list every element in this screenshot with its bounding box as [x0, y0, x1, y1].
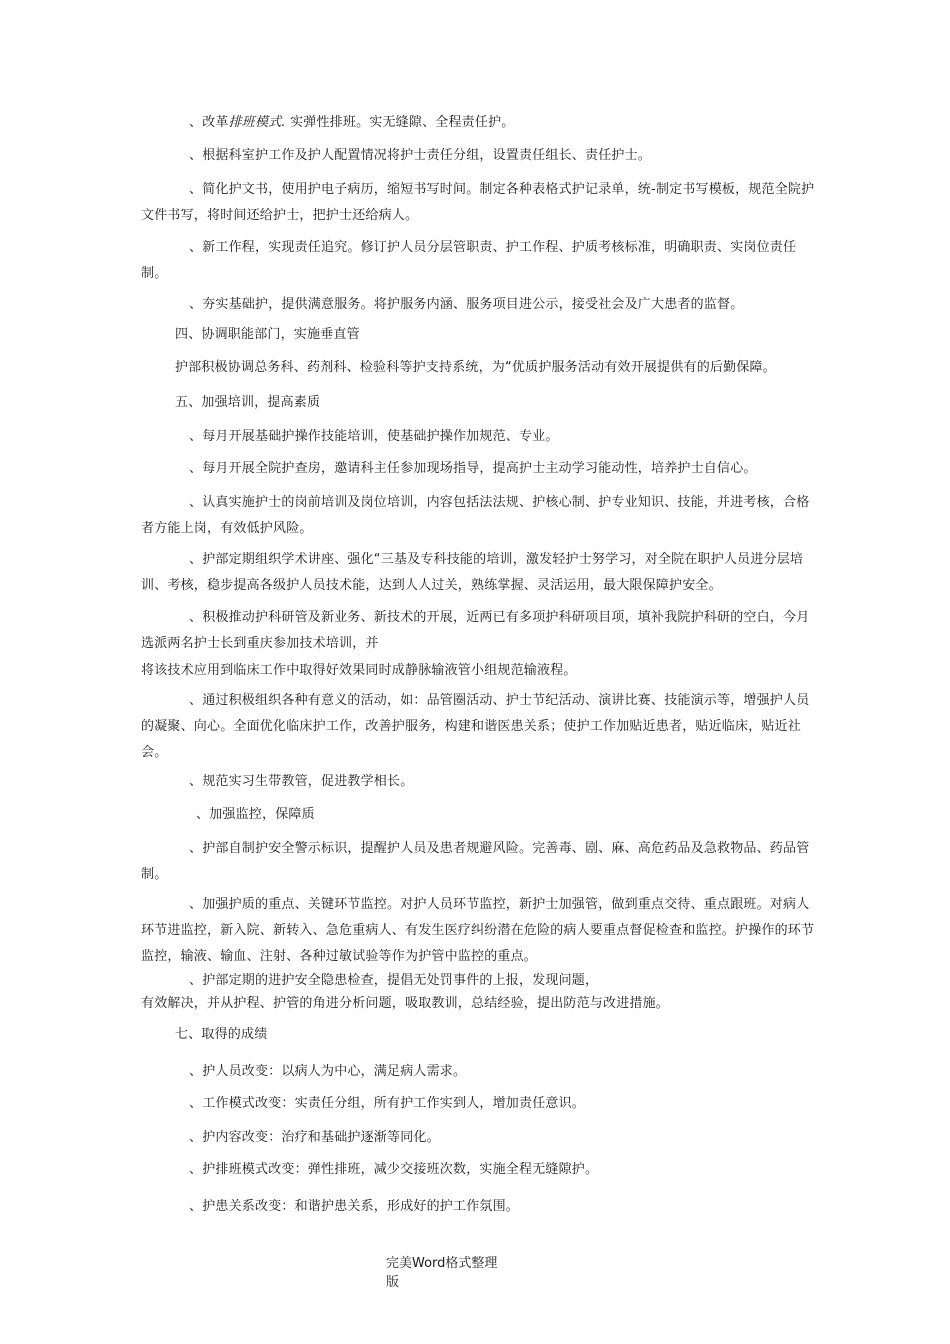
paragraph-5: 、夯实基础护，提供满意服务。将护服务内涵、服务项目进公示，接受社会及广大患者的监督。: [189, 297, 744, 312]
paragraph-1-prefix: 、改革: [189, 115, 229, 130]
paragraph-11: 、积极推动护科研管及新业务、新技术的开展，近两已有多项护科研项目项，填补我院护科研的空白，今月选派两名护士长到重庆参加技术培训，并: [141, 610, 810, 651]
paragraph-13: 、规范实习生带教管，促进教学相长。: [189, 774, 414, 789]
paragraph-11-continued: 将该技术应用到临床工作中取得好效果同时成静脉输液管小组规范输液程。: [141, 663, 577, 678]
paragraph-10: 、护部定期组织学术讲座、强化“三基及专科技能的培训，激发轻护士努学习，对全院在职护人员进分层培训、考核，稳步提高各级护人员技术能，达到人人过关，熟练掌握、灵活运用，最大限保障护安全。: [141, 552, 804, 593]
paragraph-6: 护部积极协调总务科、药剂科、检验科等护支持系统，为“优质护服务活动有效开展提供有的后勤保障。: [175, 360, 776, 375]
paragraph-2: 、根据科室护工作及护人配置情况将护士责任分组，设置责任组长、责任护士。: [189, 148, 652, 163]
footer-line-1: 完美Word格式整理: [386, 1256, 498, 1271]
paragraph-18: 、工作模式改变：实责任分组，所有护工作实到人，增加责任意识。: [189, 1096, 586, 1111]
paragraph-7: 、每月开展基础护操作技能培训，使基础护操作加规范、专业。: [189, 429, 559, 444]
paragraph-1: [141, 110, 821, 136]
paragraph-14: 、护部自制护安全警示标识，提醒护人员及患者规避风险。完善毒、剧、麻、高危药品及急救物品、药品管制。: [141, 841, 810, 882]
section-heading-4: 四、协调职能部门，实施垂直管: [175, 327, 360, 342]
paragraph-21: 、护患关系改变：和谐护患关系，形成好的护工作氛围。: [189, 1199, 520, 1214]
paragraph-8: 、每月开展全院护查房，邀请科主任参加现场指导，提高护士主动学习能动性，培养护士自信心。: [189, 461, 757, 476]
paragraph-20: 、护排班模式改变：弹性排班，减少交接班次数，实施全程无缝隙护。: [189, 1162, 599, 1177]
section-heading-6: 、加强监控，保障质: [196, 807, 315, 822]
paragraph-12: 、通过积极组织各种有意义的活动，如：品管圈活动、护士节纪活动、演讲比赛、技能演示等，增强护人员的凝聚、向心。全面优化临床护工作，改善护服务，构建和谐医患关系；使护工作加贴近患者，贴近临床，贴近社会。: [141, 693, 810, 760]
paragraph-17: 、护人员改变：以病人为中心，满足病人需求。: [189, 1064, 467, 1079]
paragraph-1-italic: 排班模式.: [228, 115, 286, 130]
paragraph-3: 、简化护文书，使用护电子病历，缩短书写时间。制定各种表格式护记录单，统-制定书写模板，规范全院护文件书写，将时间还给护士，把护士还给病人。: [141, 182, 815, 223]
paragraph-4: 、新工作程，实现责任追究。修订护人员分层管职责、护工作程、护质考核标准，明确职责、实岗位责任制。: [141, 240, 797, 281]
section-heading-5: 五、加强培训，提高素质: [175, 395, 321, 410]
paragraph-9: 、认真实施护士的岗前培训及岗位培训，内容包括法法规、护核心制、护专业知识、技能，并进考核，合格者方能上岗，有效低护风险。: [141, 495, 810, 536]
page-footer: [386, 1254, 526, 1292]
paragraph-16: 、护部定期的进护安全隐患检查，提倡无处罚事件的上报，发现问题，: [189, 973, 599, 988]
paragraph-15: 、加强护质的重点、关键环节监控。对护人员环节监控，新护士加强管，做到重点交待、重点跟班。对病人环节进监控，新入院、新转入、急危重病人、有发生医疗纠纷潜在危险的病人要重点督促检查和监控。护操作的环节监控，输液、输血、注射、各种过敏试验等作为护管中监控的重点。: [141, 897, 815, 964]
paragraph-16-continued: 有效解决，并从护程、护管的角进分析问题，吸取教训，总结经验，提出防范与改进措施。: [141, 996, 670, 1011]
footer-line-2: 版: [386, 1275, 400, 1290]
paragraph-19: 、护内容改变：治疗和基础护逐渐等同化。: [189, 1130, 440, 1145]
paragraph-1-suffix: 实弹性排班。实无缝隙、全程责任护。: [285, 115, 515, 130]
section-heading-7: 七、取得的成绩: [175, 1027, 268, 1042]
